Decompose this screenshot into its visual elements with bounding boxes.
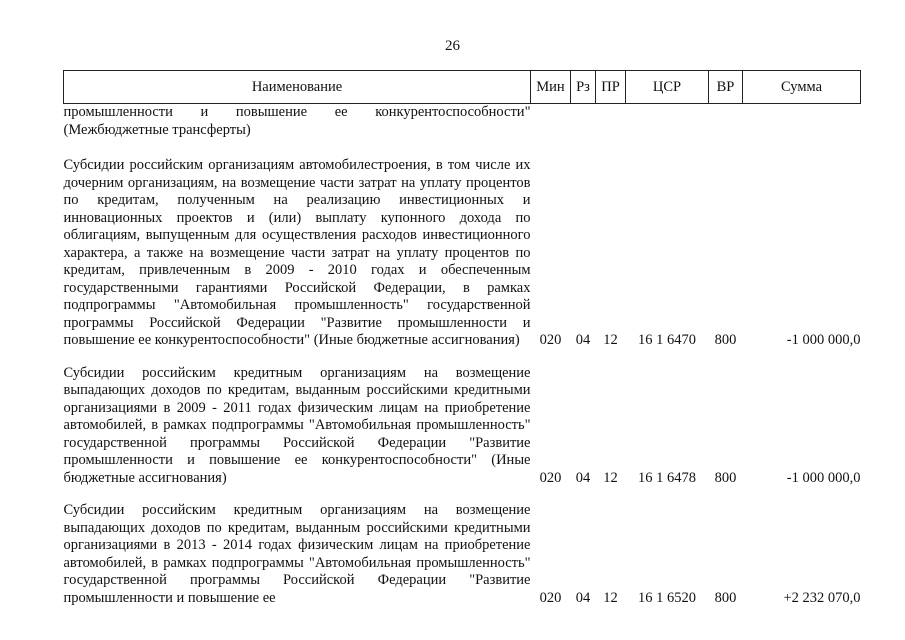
row-pr xyxy=(596,104,626,140)
header-vr: ВР xyxy=(709,71,743,104)
row-min: 020 xyxy=(539,469,562,486)
row-csr xyxy=(626,104,709,140)
header-pr: ПР xyxy=(596,71,626,104)
row-sum: -1 000 000,0 xyxy=(786,469,861,486)
row-min xyxy=(531,104,571,140)
table-row xyxy=(64,365,861,488)
row-csr: 16 1 6520 xyxy=(638,589,696,606)
header-rz: Рз xyxy=(571,71,596,104)
row-sum xyxy=(743,104,861,140)
row-min: 020 xyxy=(539,332,562,348)
row-name: Субсидии российским кредитным организациям на возмещение выпадающих доходов по кредитам, выданным российскими кредитными организациями в 2013 - 2014 годах физическим лицам на приобретение автомобилей, в рамках подпрограммы "Автомобильная промышленность" государственной программы Российской Федерации "Развитие промышленности и повышение ее xyxy=(63,502,531,606)
row-vr: 800 xyxy=(714,589,737,606)
row-pr: 12 xyxy=(603,469,618,486)
table-row xyxy=(64,157,861,350)
row-name: Субсидии российским организациям автомобилестроения, в том числе их дочерним организациям, на возмещение части затрат на уплату процентов по кредитам, полученным на реализацию инвестиционных и инновационных проектов и (или) выплату купонного дохода по облигациям, выпущенным для осуществления расходов инвестиционного характера, а также на возмещение части затрат на уплату процентов по кредитам, привлеченным в 2009 - 2010 годах и обеспеченным государственными гарантиями Российской Федерации, в рамках подпрограммы "Автомобильная промышленность" государственной программы Российской Федерации "Развитие промышленности и повышение ее конкурентоспособности" (Иные бюджетные ассигнования) xyxy=(63,157,531,348)
row-rz: 04 xyxy=(575,589,591,606)
table-row xyxy=(64,502,861,607)
header-min: Мин xyxy=(531,71,571,104)
page-number: 26 xyxy=(445,38,460,54)
row-pr: 12 xyxy=(603,332,618,348)
row-spacer xyxy=(64,487,861,502)
row-name: Субсидии российским кредитным организациям на возмещение выпадающих доходов по кредитам, выданным российскими кредитными организациями в 2009 - 2011 годах физическим лицам на приобретение автомобилей, в рамках подпрограммы "Автомобильная промышленность" государственной программы Российской Федерации "Развитие промышленности и повышение ее конкурентоспособности" (Иные бюджетные ассигнования) xyxy=(63,364,531,486)
header-name: Наименование xyxy=(64,71,531,104)
row-vr: 800 xyxy=(714,469,737,486)
row-csr: 16 1 6470 xyxy=(638,332,696,348)
row-pr: 12 xyxy=(603,589,618,606)
row-rz: 04 xyxy=(575,332,591,348)
row-spacer xyxy=(64,139,861,157)
row-name: промышленности и повышение ее конкурентоспособности" (Межбюджетные трансферты) xyxy=(63,104,531,138)
row-vr xyxy=(709,104,743,140)
table-header-row xyxy=(64,71,861,104)
budget-table xyxy=(63,70,861,607)
row-csr: 16 1 6478 xyxy=(638,469,696,486)
row-sum: +2 232 070,0 xyxy=(783,589,861,606)
row-vr: 800 xyxy=(714,332,737,348)
header-sum: Сумма xyxy=(743,71,861,104)
header-csr: ЦСР xyxy=(626,71,709,104)
row-spacer xyxy=(64,350,861,365)
row-rz: 04 xyxy=(575,469,591,486)
row-sum: -1 000 000,0 xyxy=(786,332,861,348)
table-row xyxy=(64,104,861,140)
row-rz xyxy=(571,104,596,140)
row-min: 020 xyxy=(539,589,562,606)
